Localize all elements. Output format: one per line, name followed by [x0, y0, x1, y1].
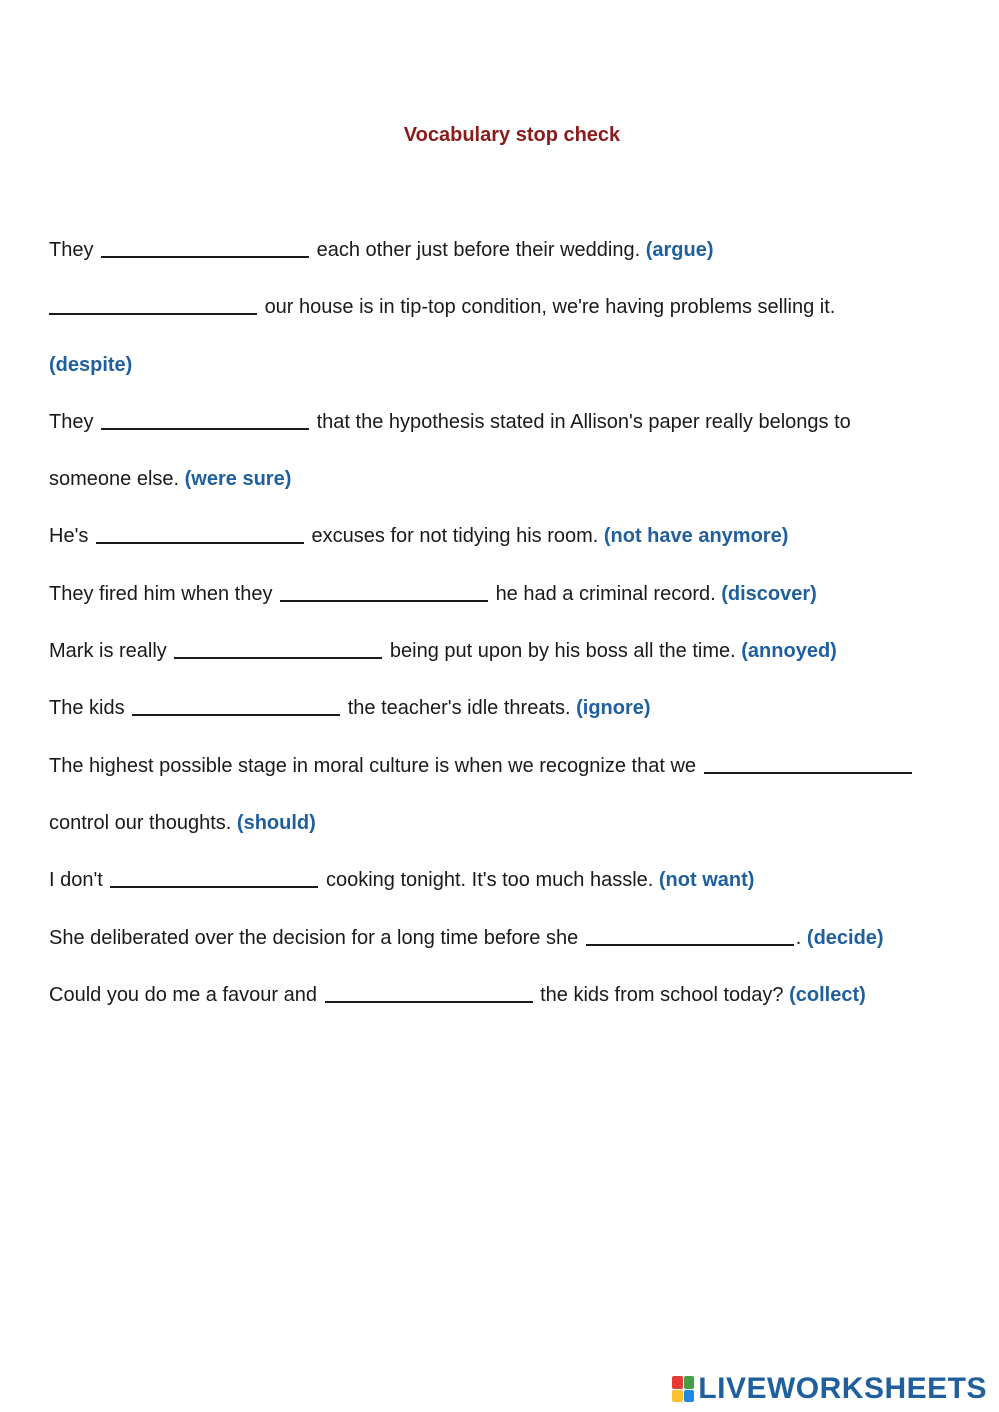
sentence-line	[49, 860, 969, 917]
sentence-text: Mark is really	[49, 640, 167, 663]
sentence-text: our house is in tip-top condition, we're having problems selling it.	[264, 296, 836, 319]
sentence-line	[49, 688, 969, 745]
answer-blank[interactable]	[101, 408, 309, 430]
sentence-text: the teacher's idle threats.	[347, 697, 571, 720]
sentence-text: They	[49, 410, 94, 433]
sentence-line	[49, 345, 969, 402]
answer-blank[interactable]	[325, 981, 533, 1003]
sentence-text: he had a criminal record.	[495, 582, 716, 605]
sentence-text: They	[49, 239, 94, 261]
sentence-text: Could you do me a favour and	[49, 983, 317, 1006]
sentence-text: He's	[49, 525, 89, 548]
sentence-line	[49, 631, 969, 688]
sentence-line	[49, 803, 969, 860]
worksheet-title: Vocabulary stop check	[403, 124, 621, 146]
sentence-line	[49, 516, 969, 573]
sentence-line	[49, 746, 969, 803]
answer-blank[interactable]	[110, 866, 318, 888]
sentence-line	[49, 459, 969, 516]
sentence-line	[49, 402, 969, 459]
logo-text: LIVEWORKSHEETS	[698, 1372, 987, 1405]
word-hint: (argue)	[645, 239, 714, 261]
answer-blank[interactable]	[174, 637, 382, 659]
sentence-text: being put upon by his boss all the time.	[389, 640, 736, 663]
sentence-text: She deliberated over the decision for a long time before she	[49, 926, 579, 949]
answer-blank[interactable]	[132, 694, 340, 716]
answer-blank[interactable]	[704, 752, 912, 774]
sentence-text: each other just before their wedding.	[316, 239, 641, 261]
word-hint: (annoyed)	[741, 640, 837, 663]
answer-blank[interactable]	[586, 924, 794, 946]
sentence-text: excuses for not tidying his room.	[311, 525, 599, 548]
sentence-text: The highest possible stage in moral culture is when we recognize that we	[49, 754, 697, 777]
word-hint: (discover)	[721, 582, 817, 605]
word-hint: (ignore)	[576, 697, 651, 720]
sentence-text: control our thoughts.	[49, 811, 232, 834]
word-hint: (not want)	[658, 869, 755, 892]
liveworksheets-logo	[672, 1372, 987, 1406]
word-hint: (decide)	[806, 926, 884, 949]
word-hint: (despite)	[49, 353, 133, 376]
sentence-text: the kids from school today?	[540, 983, 784, 1006]
answer-blank[interactable]	[96, 522, 304, 544]
word-hint: (collect)	[789, 983, 866, 1006]
sentence-text: that the hypothesis stated in Allison's paper really belongs to	[316, 410, 851, 433]
answer-blank[interactable]	[101, 236, 309, 258]
sentence-text: .	[795, 926, 802, 949]
sentence-line	[49, 230, 969, 287]
sentence-text: cooking tonight. It's too much hassle.	[325, 869, 654, 892]
worksheet-body	[49, 230, 969, 1032]
word-hint: (should)	[236, 811, 316, 834]
answer-blank[interactable]	[49, 293, 257, 315]
word-hint: (not have anymore)	[603, 525, 789, 548]
sentence-line	[49, 975, 969, 1032]
word-hint: (were sure)	[184, 468, 292, 491]
sentence-text: They fired him when they	[49, 582, 273, 605]
answer-blank[interactable]	[280, 580, 488, 602]
sentence-text: The kids	[49, 697, 125, 720]
sentence-line	[49, 287, 969, 344]
sentence-text: I don't	[49, 869, 103, 892]
sentence-line	[49, 918, 969, 975]
logo-badge-icon	[672, 1376, 694, 1402]
sentence-line	[49, 574, 969, 631]
sentence-text: someone else.	[49, 468, 180, 491]
